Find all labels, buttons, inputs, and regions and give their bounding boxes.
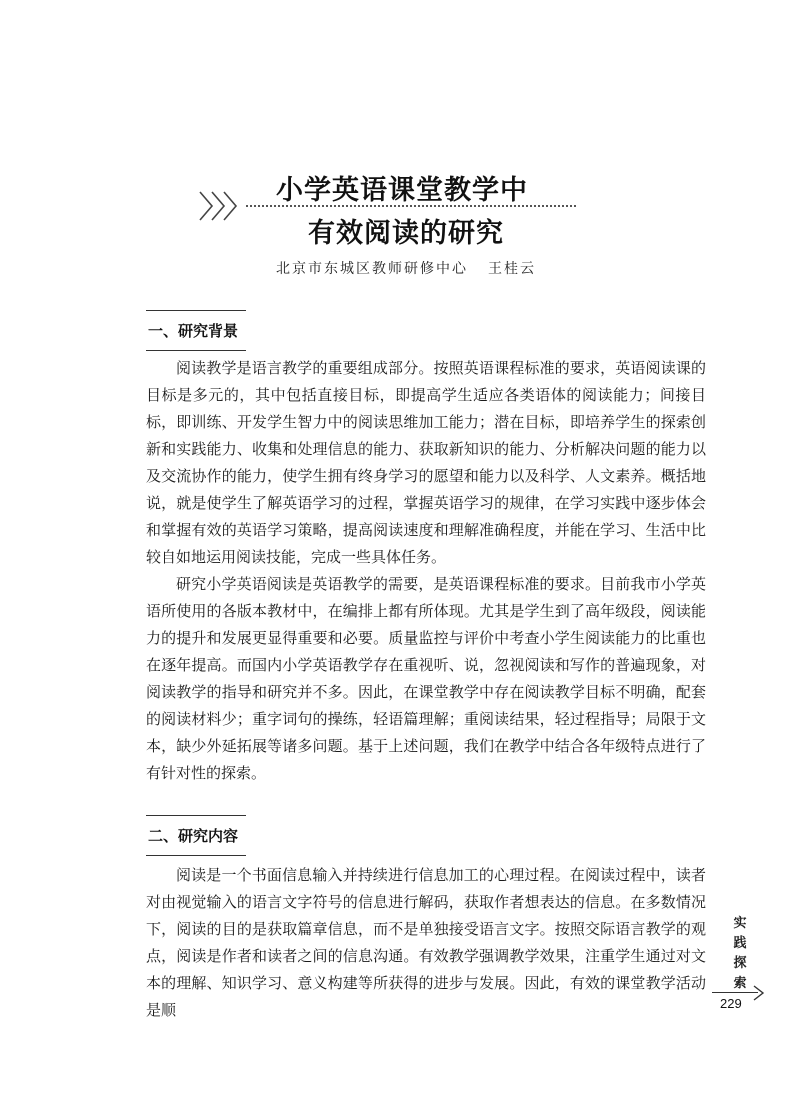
body-paragraph: 阅读是一个书面信息输入并持续进行信息加工的心理过程。在阅读过程中，读者对由视觉输入的语言文字符号的信息进行解码，获取作者想表达的信息。在多数情况下，阅读的目的是获取篇章信息，而不是单独接受语言文字。按照交际语言教学的观点，阅读是作者和读者之间的信息沟通。有效教学强调教学效果，注重学生通过对文本的理解、知识学习、意义构建等所获得的进步与发展。因此，有效的课堂教学活动是顺 bbox=[146, 866, 706, 1019]
section-heading-label: 二、研究内容 bbox=[148, 827, 239, 845]
side-label-char: 索 bbox=[733, 976, 747, 991]
section-heading-background bbox=[146, 310, 246, 351]
triple-chevron-icon bbox=[196, 188, 248, 224]
section-bottom-rule bbox=[146, 855, 246, 856]
author-name: 王桂云 bbox=[488, 261, 536, 277]
page-number: 229 bbox=[720, 996, 742, 1011]
side-label-char: 实 bbox=[733, 916, 747, 931]
author-affiliation: 北京市东城区教师研修中心 bbox=[276, 261, 468, 277]
body-paragraph: 阅读教学是语言教学的重要组成部分。按照英语课程标准的要求，英语阅读课的目标是多元的，其中包括直接目标，即提高学生适应各类语体的阅读能力；间接目标，即训练、开发学生智力中的阅读思维加工能力；潜在目标，即培养学生的探索创新和实践能力、收集和处理信息的能力、获取新知识的能力、分析解决问题的能力以及交流协作的能力，使学生拥有终身学习的愿望和能力以及科学、人文素养。概括地说，就是使学生了解英语学习的过程，掌握英语学习的规律，在学习实践中逐步体会和掌握有效的英语学习策略，提高阅读速度和理解准确程度，并能在学习、生活中比较自如地运用阅读技能，完成一些具体任务。 bbox=[146, 359, 706, 566]
side-label-char: 探 bbox=[733, 956, 747, 971]
section-side-label bbox=[730, 914, 750, 994]
author-byline bbox=[276, 258, 576, 278]
section-bottom-rule bbox=[146, 350, 246, 351]
article-title-line-1: 小学英语课堂教学中 bbox=[276, 175, 528, 206]
body-paragraph: 研究小学英语阅读是英语教学的需要，是英语课程标准的要求。目前我市小学英语所使用的各版本教材中，在编排上都有所体现。尤其是学生到了高年级段，阅读能力的提升和发展更显得重要和必要。质量监控与评价中考查小学生阅读能力的比重也在逐年提高。而国内小学英语教学存在重视听、说，忽视阅读和写作的普遍现象，对阅读教学的指导和研究并不多。因此，在课堂教学中存在阅读教学目标不明确，配套的阅读材料少；重字词句的操练，轻语篇理解；重阅读结果，轻过程指导；局限于文本，缺少外延拓展等诸多问题。基于上述问题，我们在教学中结合各年级特点进行了有针对性的探索。 bbox=[146, 575, 706, 782]
section-heading-label: 一、研究背景 bbox=[148, 322, 239, 340]
side-label-char: 践 bbox=[733, 936, 747, 951]
section-heading-content bbox=[146, 815, 246, 856]
article-title-line-2: 有效阅读的研究 bbox=[308, 218, 504, 249]
